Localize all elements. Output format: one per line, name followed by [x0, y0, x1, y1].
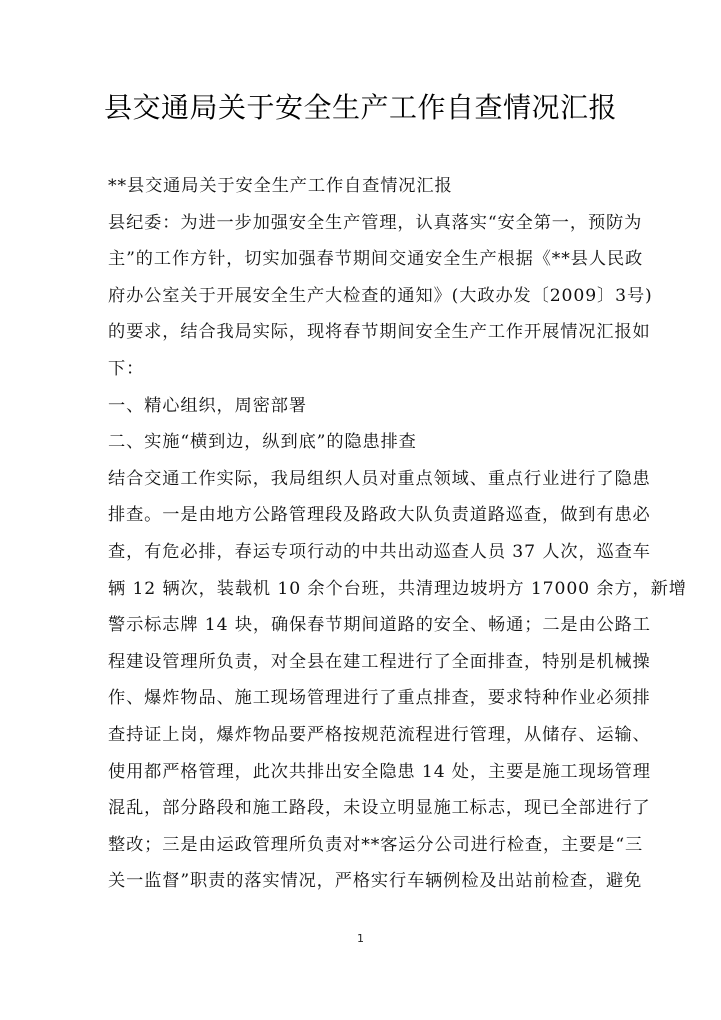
paragraph-line: 作、爆炸物品、施工现场管理进行了重点排查，要求特种作业必须排: [108, 688, 651, 709]
paragraph-line: 程建设管理所负责，对全县在建工程进行了全面排查，特别是机械操: [108, 651, 651, 672]
section-heading-2: 二、实施“横到边，纵到底”的隐患排查: [108, 432, 417, 453]
paragraph-line: 下：: [108, 358, 145, 379]
paragraph-line: 辆 12 辆次，装载机 10 余个台班，共清理边坡坍方 17000 余方，新增: [108, 578, 687, 599]
document-title: 县交通局关于安全生产工作自查情况汇报: [103, 91, 617, 124]
paragraph-line: 府办公室关于开展安全生产大检查的通知》(大政办发〔2009〕3号): [108, 285, 653, 306]
paragraph-line: 关一监督”职责的落实情况，严格实行车辆例检及出站前检查，避免: [108, 871, 643, 892]
document-body: [108, 168, 687, 900]
paragraph-line: 的要求，结合我局实际，现将春节期间安全生产工作开展情况汇报如: [108, 322, 651, 343]
subtitle-line: **县交通局关于安全生产工作自查情况汇报: [108, 176, 453, 196]
paragraph-line: 排查。一是由地方公路管理段及路政大队负责道路巡查，做到有患必: [108, 505, 651, 526]
paragraph-line: 整改；三是由运政管理所负责对**客运分公司进行检查，主要是“三: [108, 834, 644, 855]
paragraph-line: 主”的工作方针，切实加强春节期间交通安全生产根据《**县人民政: [108, 249, 644, 270]
paragraph-line: 使用都严格管理，此次共排出安全隐患 14 处，主要是施工现场管理: [108, 761, 651, 782]
page-number: 1: [357, 932, 364, 945]
section-heading-1: 一、精心组织，周密部署: [108, 395, 307, 416]
paragraph-line: 县纪委：为进一步加强安全生产管理，认真落实“安全第一，预防为: [108, 212, 643, 233]
paragraph-line: 结合交通工作实际，我局组织人员对重点领域、重点行业进行了隐患: [108, 468, 651, 489]
paragraph-line: 查，有危必排，春运专项行动的中共出动巡查人员 37 人次，巡查车: [108, 541, 651, 562]
paragraph-line: 查持证上岗，爆炸物品要严格按规范流程进行管理，从储存、运输、: [108, 724, 651, 745]
paragraph-line: 警示标志牌 14 块，确保春节期间道路的安全、畅通；二是由公路工: [108, 615, 651, 636]
paragraph-line: 混乱，部分路段和施工路段，未设立明显施工标志，现已全部进行了: [108, 798, 651, 819]
